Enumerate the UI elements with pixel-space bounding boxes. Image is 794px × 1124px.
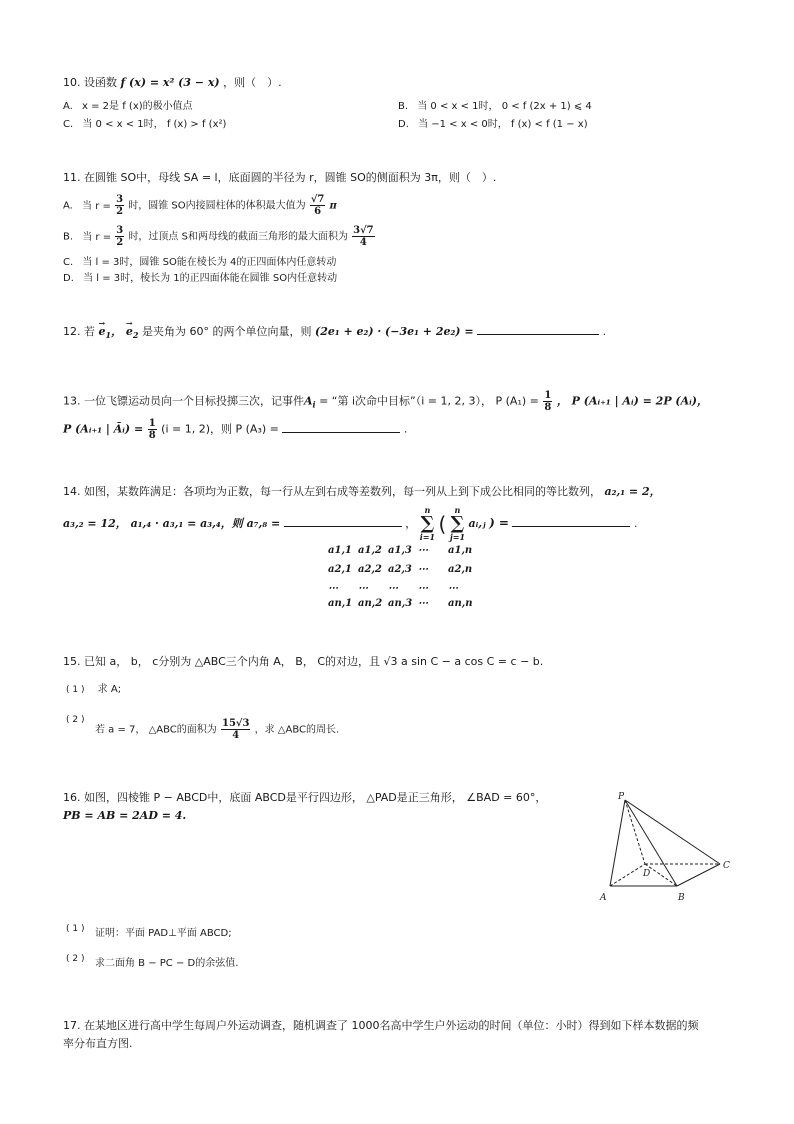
q16-part-2-label: [66, 952, 94, 966]
inner-sum: n ∑ j=1: [449, 505, 466, 542]
q10-option-c[interactable]: [63, 118, 226, 132]
option-label: B.: [63, 231, 74, 243]
question-14-line1: [63, 484, 743, 500]
option-text: 当 l = 3时，棱长为 1的正四面体能在圆锥 SO内任意转动: [83, 273, 338, 284]
part-label: ( 2 ): [66, 954, 85, 964]
fraction: [221, 718, 250, 741]
matrix-row: [328, 545, 478, 564]
matrix-cell: a2,n: [448, 564, 473, 575]
option-text: 当 −1 < x < 0时， f (x) < f (1 − x): [418, 119, 588, 130]
question-13-line1: 13. 一位飞镖运动员向一个目标投掷三次，记事件$A_i$ = “第 i次命中目标”（i = 1, 2, 3）， P (A₁) = $\frac{1}{8}$ ， P (Aᵢ₊₁ | Aᵢ) = 2P (Aᵢ)，: [63, 390, 708, 413]
part-label: ( 2 ): [66, 715, 85, 725]
question-16-line2: PB = AB = 2AD = 4.: [63, 809, 187, 822]
matrix-cell: ⋯: [448, 583, 458, 594]
option-label: A.: [63, 200, 73, 212]
q13-suffix: .: [403, 422, 408, 436]
q13-event: A: [304, 394, 313, 408]
matrix-cell: a1,2: [358, 545, 382, 556]
label-A: A: [600, 893, 607, 903]
edge-BC: [677, 864, 720, 886]
question-13-line2: [63, 418, 743, 441]
option-label: D.: [398, 119, 409, 130]
question-17-line1: 17. 在某地区进行高中学生每周户外运动调查，随机调查了 1000名高中学生户外运动的时间（单位：小时）得到如下样本数据的频: [63, 1019, 699, 1032]
option-label: C.: [63, 257, 74, 268]
matrix-cell: ⋯: [418, 564, 428, 575]
question-14-line2: a₃,₂ = 12， a₁,₄ · a₃,₁ = a₃,₄，则 a₇,₈ = ， n ∑ i=1 ( n ∑ j=1 aᵢ,ⱼ ) = .: [63, 505, 638, 542]
q14-suffix: .: [633, 517, 638, 530]
matrix-row: [328, 564, 478, 583]
edge-PD: [625, 800, 645, 864]
numerator: 15√3: [221, 718, 250, 729]
q11-option-a[interactable]: [63, 194, 337, 217]
q11-option-b[interactable]: [63, 225, 376, 248]
numerator: 3: [116, 194, 124, 205]
q12-expression: (2e₁ + e₂) · (−3e₁ + 2e₂) =: [315, 325, 474, 338]
sum-upper: n: [424, 505, 431, 515]
fraction: [148, 418, 157, 441]
q13-text: (i = 1, 2)，则 P (A₃) =: [161, 422, 279, 436]
q11-option-d[interactable]: [63, 272, 337, 286]
matrix-cell: ⋯: [328, 583, 338, 594]
q16-part-2: 求二面角 B − PC − D的余弦值.: [95, 958, 239, 969]
q14-condition: a₂,₁ = 2，: [604, 485, 661, 498]
part-label: ( 1 ): [66, 685, 85, 695]
label-P: P: [618, 792, 625, 802]
part-text: ，求 △ABC的周长.: [254, 724, 340, 736]
question-17-line2: 率分布直方图.: [63, 1037, 133, 1050]
edge-PA: [610, 800, 625, 886]
option-label: C.: [63, 119, 74, 130]
matrix-row: [328, 598, 478, 617]
edge-PB: [625, 800, 677, 886]
q12-prefix: 12. 若: [63, 325, 95, 338]
matrix-cell: a1,3: [388, 545, 412, 556]
q12-mid: 是夹角为 60° 的两个单位向量，则: [142, 325, 312, 338]
sum-upper: n: [454, 505, 461, 515]
fraction: [352, 225, 375, 248]
q10-option-b[interactable]: [398, 100, 592, 114]
label-B: B: [678, 893, 685, 903]
q11-option-c[interactable]: [63, 256, 336, 270]
denominator: 6: [314, 206, 322, 217]
option-label: A.: [63, 101, 73, 112]
q10-function: f (x) = x² (3 − x): [120, 76, 220, 89]
question-12: [63, 324, 743, 343]
matrix-cell: an,3: [388, 598, 413, 609]
question-15-stem: 15. 已知 a， b， c分别为 △ABC三个内角 A， B， C的对边，且 √3 a sin C − a cos C = c − b.: [63, 655, 544, 668]
q10-option-a[interactable]: [63, 100, 193, 114]
label-D: D: [643, 869, 651, 879]
numerator: 1: [544, 390, 552, 401]
q15-part-2: [95, 718, 339, 741]
option-text: 当 l = 3时，圆锥 SO能在棱长为 4的正四面体内任意转动: [82, 257, 337, 268]
sum-term: aᵢ,ⱼ: [468, 517, 486, 530]
matrix-cell: a1,1: [328, 545, 352, 556]
option-text: 当 r =: [82, 231, 112, 243]
q13-text: P (Aᵢ₊₁ | Āᵢ) =: [63, 422, 144, 436]
option-label: B.: [398, 101, 409, 112]
option-text: 当 0 < x < 1时， 0 < f (2x + 1) ⩽ 4: [417, 101, 592, 112]
q12-vectors: → $e_1$， → $e_2$: [99, 325, 139, 338]
fraction: [310, 194, 326, 217]
q14-text: a₃,₂ = 12， a₁,₄ · a₃,₁ = a₃,₄，则 a₇,₈ =: [63, 517, 281, 530]
sum-lower: i=1: [419, 532, 436, 542]
matrix-row: [328, 583, 478, 598]
denominator: 8: [148, 430, 156, 441]
part-text: 求 A;: [97, 684, 122, 695]
numerator: 1: [148, 418, 156, 429]
question-11-stem: 11. 在圆锥 SO中，母线 SA = l，底面圆的半径为 r，圆锥 SO的侧面积为 3π，则（ ）.: [63, 171, 497, 184]
edge-PC: [625, 800, 720, 864]
denominator: 4: [359, 237, 367, 248]
matrix-cell: ⋯: [358, 583, 368, 594]
answer-blank-2[interactable]: [512, 526, 630, 527]
q10-suffix: ，则（ ）.: [223, 76, 282, 89]
edge-AD: [610, 864, 645, 886]
q13-text: 13. 一位飞镖运动员向一个目标投掷三次，记事件: [63, 394, 304, 408]
question-10-stem: [63, 75, 743, 91]
fraction: [543, 390, 552, 413]
numerator: √7: [310, 194, 325, 205]
q16-part-1: 证明：平面 PAD⊥平面 ABCD;: [95, 928, 232, 939]
matrix-cell: a2,1: [328, 564, 352, 575]
option-text: 当 r =: [82, 200, 111, 212]
sum-lower: j=1: [449, 532, 466, 542]
label-C: C: [723, 861, 730, 871]
matrix-cell: ⋯: [418, 545, 428, 556]
q16-part-1-label: [66, 922, 94, 936]
outer-sum: n ∑ i=1: [419, 505, 436, 542]
matrix-cell: an,2: [358, 598, 383, 609]
question-16-line1: 16. 如图，四棱锥 P − ABCD中，底面 ABCD是平行四边形， △PAD是正三角形， ∠BAD = 60°，: [63, 791, 547, 804]
option-text: x = 2是 f (x)的极小值点: [82, 101, 193, 112]
matrix-cell: a2,2: [358, 564, 382, 575]
denominator: 4: [232, 730, 240, 741]
q10-prefix: 10. 设函数: [63, 76, 117, 89]
equals: ) =: [489, 516, 509, 530]
matrix-cell: ⋯: [388, 583, 398, 594]
denominator: 2: [116, 237, 124, 248]
matrix-cell: a1,n: [448, 545, 473, 556]
answer-blank[interactable]: [477, 334, 599, 335]
option-label: D.: [63, 273, 74, 284]
option-text: π: [329, 200, 337, 212]
matrix-cell: ⋯: [418, 583, 428, 594]
pyramid-figure: [590, 790, 740, 905]
answer-blank[interactable]: [282, 432, 400, 433]
q15-part-1: [66, 683, 121, 697]
part-text: 若 a = 7， △ABC的面积为: [95, 724, 217, 736]
numerator: 3: [116, 225, 124, 236]
fraction: [115, 194, 124, 217]
q12-suffix: .: [602, 325, 607, 338]
numerator: 3√7: [353, 225, 374, 236]
matrix-cell: ⋯: [418, 598, 428, 609]
q13-text: = “第 i次命中目标”（i = 1, 2, 3）， P (A₁) =: [315, 394, 539, 408]
q14-text: 14. 如图，某数阵满足：各项均为正数，每一行从左到右成等差数列，每一列从上到下成公比相同的等比数列，: [63, 485, 601, 498]
q13-text: ， P (Aᵢ₊₁ | Aᵢ) = 2P (Aᵢ)，: [556, 394, 708, 408]
option-text: 时，过顶点 S和两母线的截面三角形的最大面积为: [128, 231, 348, 243]
matrix-cell: an,1: [328, 598, 353, 609]
q10-option-d[interactable]: [398, 118, 588, 132]
denominator: 8: [544, 402, 552, 413]
q15-part-2-label: [66, 713, 94, 727]
matrix-cell: an,n: [448, 598, 473, 609]
part-label: ( 1 ): [66, 924, 85, 934]
answer-blank-1[interactable]: [284, 526, 402, 527]
matrix-cell: a2,3: [388, 564, 412, 575]
option-text: 时，圆锥 SO内接圆柱体的体积最大值为: [128, 200, 306, 212]
fraction: [115, 225, 124, 248]
denominator: 2: [116, 206, 124, 217]
option-text: 当 0 < x < 1时， f (x) > f (x²): [82, 119, 227, 130]
number-array: [328, 545, 478, 617]
